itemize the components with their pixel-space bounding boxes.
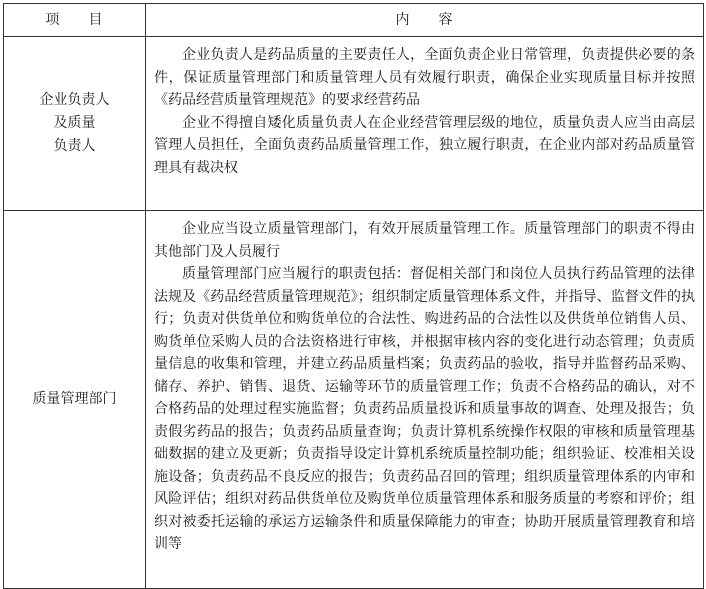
content-paragraph: 企业应当设立质量管理部门，有效开展质量管理工作。质量管理部门的职责不得由其他部门及人员履行 [154,221,695,260]
label-line: 及质量 [53,115,96,131]
header-item: 项 目 [4,4,146,37]
row-label [4,211,146,589]
content-paragraph: 企业不得擅自矮化质量负责人在企业经营管理层级的地位，质量负责人应当由高层管理人员担任，全面负责药品质量管理工作，独立履行职责，在企业内部对药品质量管理具有裁决权 [154,114,695,176]
responsibility-table [3,3,704,589]
label-line: 负责人 [53,138,96,154]
content-paragraph: 质量管理部门应当履行的职责包括：督促相关部门和岗位人员执行药品管理的法律法规及《药品经营质量管理规范》；组织制定质量管理体系文件，并指导、监督文件的执行；负责对供货单位和购货单位的合法性、购进药品的合法性以及供货单位销售人员、购货单位采购人员的合法资格进行审核，并根据审核内容的变化进行动态管理；负责质量信息的收集和管理，并建立药品质量档案；负责药品的验收，指导并监督药品采购、储存、养护、销售、退货、运输等环节的质量管理工作；负责不合格药品的确认，对不合格药品的处理过程实施监督；负责药品质量投诉和质量事故的调查、处理及报告；负责假劣药品的报告；负责药品质量查询；负责计算机系统操作权限的审核和质量管理基础数据的建立及更新；负责指导设定计算机系统质量控制功能；组织验证、校准相关设施设备；负责药品不良反应的报告；负责药品召回的管理；组织质量管理体系的内审和风险评估；组织对药品供货单位及购货单位质量管理体系和服务质量的考察和评价；组织对被委托运输的承运方运输条件和质量保障能力的审查；协助开展质量管理教育和培训等 [154,266,695,552]
document-page [3,3,703,559]
content-paragraph: 企业负责人是药品质量的主要责任人，全面负责企业日常管理，负责提供必要的条件，保证质量管理部门和质量管理人员有效履行职责，确保企业实现质量目标并按照《药品经营质量管理规范》的要求经营药品 [154,47,695,108]
row-label [4,37,146,211]
table-header-row [4,4,704,37]
label-line: 质量管理部门 [32,391,117,407]
row-content [146,211,704,589]
row-content [146,37,704,211]
table-row [4,211,704,589]
header-content: 内 容 [146,4,704,37]
label-line: 企业负责人 [39,92,110,108]
table-row [4,37,704,211]
